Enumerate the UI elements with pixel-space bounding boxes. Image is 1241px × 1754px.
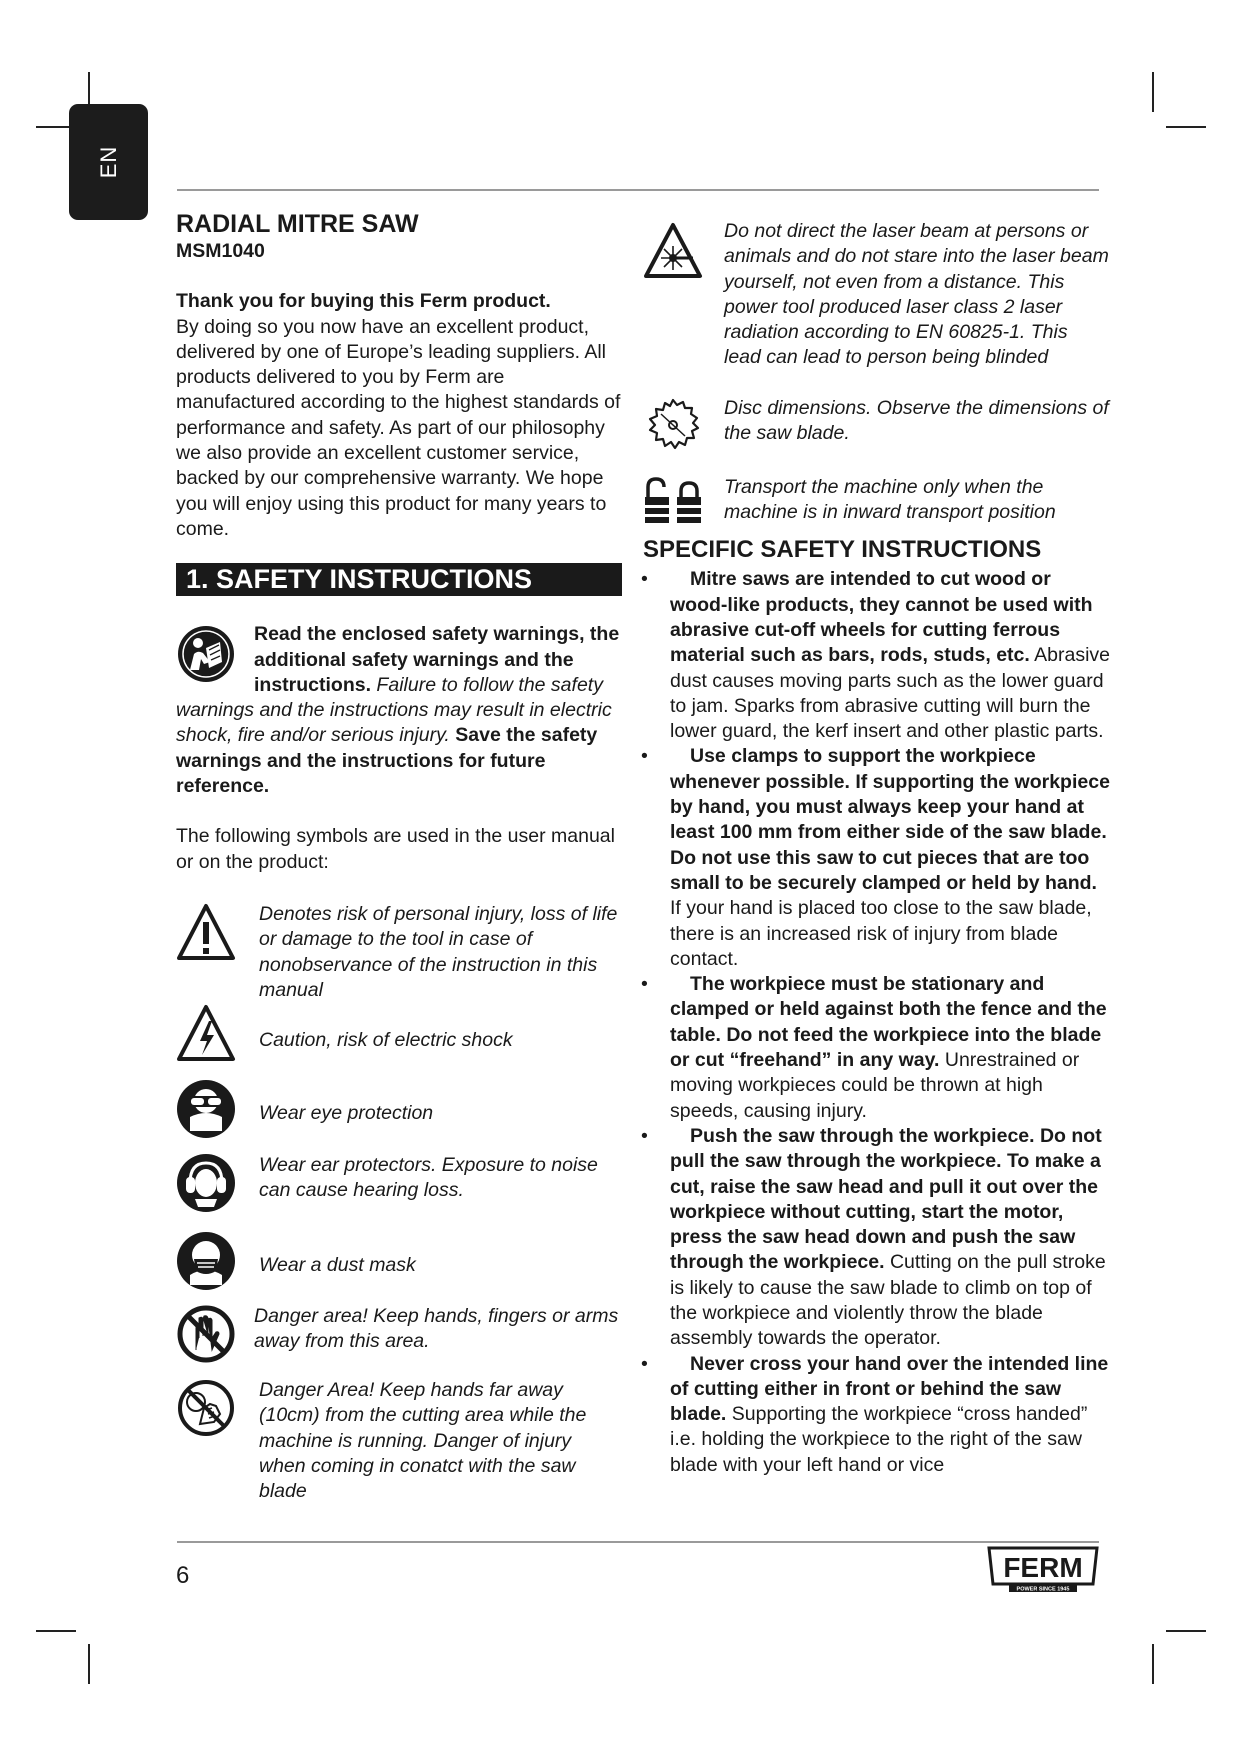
brand-tagline: POWER SINCE 1945 (1016, 1586, 1070, 1592)
dust-mask-icon (176, 1231, 236, 1291)
list-item: • Never cross your hand over the intended line of cutting either in front or behind the saw blade. Supporting the workpiece “cross handed” i.e. holding the workpiece to the right of the saw blade with your left hand or vice (643, 1352, 1113, 1478)
top-rule (177, 189, 1099, 191)
symbol-row (176, 1003, 622, 1063)
document-title: RADIAL MITRE SAW (176, 210, 419, 238)
list-item: • Use clamps to support the workpiece whenever possible. If supporting the workpiece by hand, you must always keep your hand at least 100 mm from either side of the saw blade. Do not use this saw to cut pieces that are too small to be securely clamped or held by hand. If your hand is placed too close to the saw blade, there is an increased risk of injury from blade contact. (643, 744, 1113, 972)
symbol-row (176, 1153, 622, 1213)
symbol-row (643, 219, 1113, 371)
ear-protection-icon (176, 1153, 236, 1213)
read-manual-icon (176, 624, 236, 684)
symbol-text: Wear eye protection (259, 1102, 434, 1125)
symbol-row (176, 902, 622, 1003)
eye-protection-icon (176, 1079, 236, 1139)
language-tab (69, 104, 148, 220)
laser-warning-icon (643, 222, 703, 280)
symbols-intro: The following symbols are used in the user manual or on the product: (176, 825, 615, 873)
symbol-row (176, 1304, 622, 1364)
symbol-row (176, 1079, 622, 1139)
read-instructions-block (176, 622, 622, 799)
brand-name: FERM (1003, 1552, 1083, 1583)
crop-mark (1166, 126, 1206, 128)
bottom-rule (177, 1541, 1099, 1543)
language-label: EN (95, 145, 121, 179)
left-column (176, 209, 622, 1505)
ferm-logo (987, 1546, 1099, 1597)
symbol-row (176, 1378, 622, 1504)
model-number: MSM1040 (176, 240, 265, 262)
ferm-logo-icon (987, 1546, 1099, 1592)
electric-shock-icon (176, 1003, 236, 1063)
crop-mark (88, 1644, 90, 1684)
list-item: • Mitre saws are intended to cut wood or wood-like products, they cannot be used with abrasive cut-off wheels for cutting ferrous material such as bars, rods, studs, etc. Abrasive dust causes moving parts such as the lower guard to jam. Sparks from abrasive cutting will burn the lower guard, the kerf insert and other plastic parts. (643, 567, 1113, 744)
list-item: • The workpiece must be stationary and clamped or held against both the fence and the table. Do not feed the workpiece into the blade or cut “freehand” in any way. Unrestrained or moving workpieces could be thrown at high speeds, causing injury. (643, 972, 1113, 1124)
read-warning-save: Save the safety warnings and the instructions for future reference. (176, 724, 598, 798)
section-heading: 1. SAFETY INSTRUCTIONS (176, 563, 622, 596)
symbol-text: Caution, risk of electric shock (259, 1029, 513, 1052)
thanks-heading: Thank you for buying this Ferm product. (176, 290, 551, 313)
page-number: 6 (176, 1562, 190, 1589)
crop-mark (1166, 1630, 1206, 1632)
crop-mark (1152, 72, 1154, 112)
warning-triangle-icon (176, 902, 236, 962)
symbol-text: Wear a dust mask (259, 1254, 416, 1277)
intro-paragraph: By doing so you now have an excellent product, delivered by one of Europe’s leading suppliers. All products delivered to you by Ferm are manufactured according to the highest standards of performance and safety. As part of our philosophy we also provide an excellent customer service, backed by our comprehensive warranty. We hope you will enjoy using this product for many years to come. (176, 315, 621, 540)
symbol-text: Danger area! Keep hands, fingers or arms away from this area. (254, 1305, 619, 1353)
specific-safety-heading: SPECIFIC SAFETY INSTRUCTIONS (643, 536, 1042, 564)
specific-safety-list (643, 567, 1113, 1478)
transport-lock-icon (643, 475, 703, 525)
symbol-text: Transport the machine only when the machine is in inward transport position (724, 475, 1056, 524)
right-column (643, 219, 1113, 1478)
symbol-text: Danger Area! Keep hands far away (10cm) from the cutting area while the machine is running. Danger of injury when coming in conatct with the saw blade (259, 1379, 587, 1503)
symbol-text: Disc dimensions. Observe the dimensions of the saw blade. (724, 396, 1109, 445)
symbol-text: Wear ear protectors. Exposure to noise can cause hearing loss. (259, 1154, 598, 1202)
symbol-row (643, 475, 1113, 526)
symbol-text: Denotes risk of personal injury, loss of life or damage to the tool in case of nonobservance of the instruction in this manual (259, 902, 618, 1001)
crop-mark (36, 1630, 76, 1632)
read-warning-italic: Failure to follow the safety warnings and the instructions may result in electric shock, fire and/or serious injury. (176, 673, 612, 747)
symbol-row (643, 396, 1113, 456)
crop-mark (1152, 1644, 1154, 1684)
blade-hand-danger-icon (176, 1378, 236, 1438)
read-warning-bold: Read the enclosed safety warnings, the additional safety warnings and the instructions. (254, 623, 620, 696)
symbol-row (176, 1231, 622, 1291)
list-item: • Push the saw through the workpiece. Do not pull the saw through the workpiece. To make a cut, raise the saw head and pull it out over the workpiece without cutting, start the motor, press the saw head down and push the saw through the workpiece. Cutting on the pull stroke is likely to cause the saw blade to climb on top of the workpiece and violently throw the blade assembly towards the operator. (643, 1124, 1113, 1352)
no-hands-icon (176, 1304, 236, 1364)
saw-disc-icon (643, 396, 703, 456)
symbol-text: Do not direct the laser beam at persons or animals and do not stare into the laser beam yourself, not even from a distance. This power tool produced laser class 2 laser radiation according to EN 60825-1. This lead can lead to person being blinded (724, 220, 1109, 369)
